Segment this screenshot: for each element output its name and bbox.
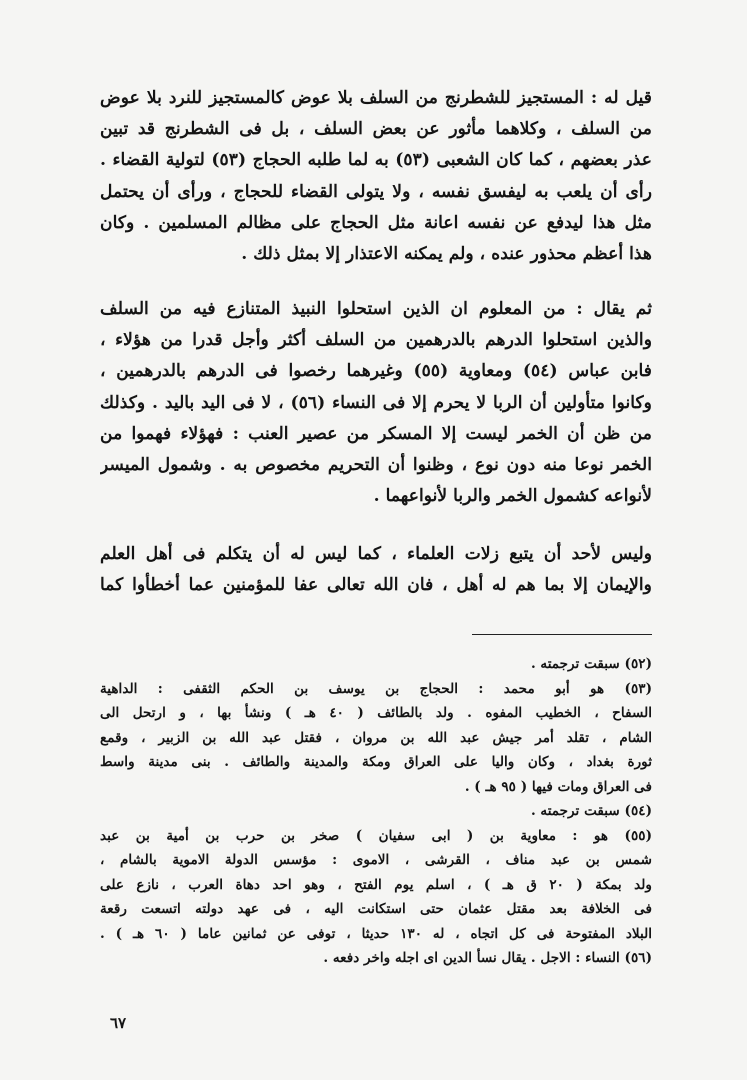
text-line: وكانوا متأولين أن الربا لا يحرم إلا فى النساء (٥٦) ، لا فى اليد باليد . وكذلك — [100, 392, 652, 413]
footnote-divider — [472, 634, 652, 635]
text-line: فابن عباس (٥٤) ومعاوية (٥٥) وغيرهما رخصوا فى الدرهم بالدرهمين ، — [100, 361, 652, 382]
footnote-line: السفاح ، الخطيب المفوه . ولد بالطائف ( ٤٠ هـ ) ونشأ بها ، و ارتحل الى — [100, 705, 652, 721]
footnote-line: (٥٢) سبقت ترجمته . — [530, 656, 652, 672]
text-line: والإيمان إلا بما هم له أهل ، فان الله تعالى عفا للمؤمنين عما أخطأوا كما — [100, 575, 652, 596]
text-line: لأنواعه كشمول الخمر والربا لأنواعهما . — [373, 486, 652, 507]
footnote-line: ثورة بغداد ، وكان واليا على العراق ومكة والمدينة والطائف . بنى مدينة واسط — [100, 754, 652, 770]
text-line: من ظن أن الخمر ليست إلا المسكر من عصير العنب : فهؤلاء فهموا من — [100, 423, 652, 444]
footnote-line: (٥٥) هو : معاوية بن ( ابى سفيان ) صخر بن حرب بن أمية بن عبد — [100, 827, 652, 844]
footnote-line: الشام ، تقلد أمر جيش عبد الله بن مروان ، فقتل عبد الله بن الزبير ، وقمع — [100, 729, 652, 746]
text-line: وليس لأحد أن يتبع زلات العلماء ، كما ليس له أن يتكلم فى أهل العلم — [100, 544, 652, 564]
text-line: عذر بعضهم ، كما كان الشعبى (٥٣) به لما طلبه الحجاج (٥٣) لتولية القضاء . — [100, 150, 652, 171]
text-line: هذا أعظم محذور عنده ، ولم يمكنه الاعتذار إلا بمثل ذلك . — [241, 243, 652, 264]
text-line: من السلف ، وكلاهما مأثور عن بعض السلف ، بل فى الشطرنج قد تبين — [100, 119, 652, 140]
footnote-line: البلاد المفتوحة فى كل اتجاه ، له ١٣٠ حديثا ، توفى عن ثمانين عاما ( ٦٠ هـ ) . — [100, 925, 652, 942]
footnote-line: ولد بمكة ( ٢٠ ق هـ ) ، اسلم يوم الفتح ، وهو احد دهاة العرب ، نازع على — [100, 876, 652, 893]
footnote-line: (٥٦) النساء : الاجل . يقال نسأ الدين اى اجله واخر دفعه . — [323, 950, 652, 966]
paragraph-2 — [100, 294, 652, 512]
footnote-line: فى الخلافة بعد مقتل عثمان حتى استكانت اليه ، فى عهد دولته اتسعت رقعة — [100, 901, 652, 917]
paragraph-1 — [100, 83, 652, 270]
text-line: رأى أن يلعب به ليفسق نفسه ، ولا يتولى القضاء للحجاج ، ورأى أن يحتمل — [100, 181, 652, 202]
text-line: والذين استحلوا الدرهم بالدرهمين من السلف أكثر وأجل قدرا من هؤلاء ، — [100, 330, 652, 351]
footnotes — [100, 652, 652, 971]
paragraph-3 — [100, 539, 652, 601]
footnote-line: (٥٤) سبقت ترجمته . — [530, 803, 652, 819]
text-line: قيل له : المستجيز للشطرنج من السلف بلا عوض كالمستجيز للنرد بلا عوض — [100, 88, 652, 108]
text-line: الخمر نوعا منه دون نوع ، وظنوا أن التحريم مخصوص به . وشمول الميسر — [100, 454, 652, 475]
text-line: ثم يقال : من المعلوم ان الذين استحلوا النبيذ المتنازع فيه من السلف — [100, 299, 652, 319]
footnote-line: (٥٣) هو أبو محمد : الحجاج بن يوسف بن الحكم الثقفى : الداهية — [100, 680, 652, 697]
page-number: ٦٧ — [110, 1014, 127, 1032]
footnote-line: فى العراق ومات فيها ( ٩٥ هـ ) . — [464, 778, 652, 795]
text-line: مثل هذا ليدفع عن نفسه اعانة مثل الحجاج على مظالم المسلمين . وكان — [100, 212, 652, 233]
footnote-line: شمس بن عبد مناف ، القرشى ، الاموى : مؤسس الدولة الاموية بالشام ، — [100, 852, 652, 868]
